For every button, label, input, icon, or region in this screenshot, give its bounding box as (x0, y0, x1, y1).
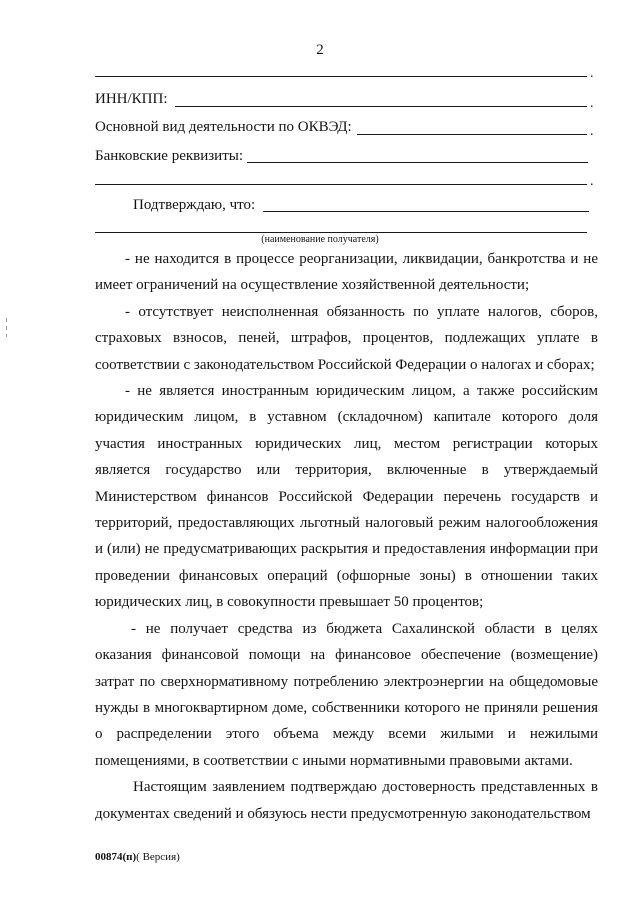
bank-details-label: Банковские реквизиты: (95, 148, 244, 164)
confirm-field-line (263, 211, 589, 212)
recipient-name-line (95, 232, 587, 233)
paragraph-no-reorganization: - не находится в процессе реорганизации, ликвидации, банкротства и не имеет ограничений на осуществление хозяйственной деятельности; (95, 251, 598, 294)
paragraph-no-budget-funds: - не получает средства из бюджета Сахалинской области в целях оказания финансовой помощи на финансовое обеспечение (возмещение) затрат по сверхнормативному потреблению электроэнергии на общедомовые нужды в многоквартирном доме, собственники которого не приняли решения о распределении этого объема между всеми жилыми и нежилыми помещениями, в соответствии с иными нормативными правовыми актами. (95, 620, 598, 769)
okved-field-line (357, 134, 587, 135)
bank-details-field-line (247, 162, 588, 163)
line-end-dot: . (590, 66, 594, 81)
confirm-label: Подтверждаю, что: (133, 197, 256, 213)
document-footer-code (95, 851, 180, 863)
scan-margin-mark (6, 334, 7, 337)
document-version: ( Версия) (136, 851, 180, 863)
declaration-body (95, 246, 598, 827)
inn-kpp-label: ИНН/КПП: (95, 91, 168, 107)
document-code: 00874(п) (95, 851, 137, 863)
page-number: 2 (316, 42, 324, 58)
inn-kpp-field-line (175, 106, 587, 107)
line-end-dot: . (590, 96, 594, 111)
line-end-dot: . (590, 174, 594, 189)
paragraph-statement: Настоящим заявлением подтверждаю достоверность представленных в документах сведений и обязуюсь нести предусмотренную законодательством (95, 779, 598, 822)
paragraph-not-foreign-entity: - не является иностранным юридическим лицом, а также российским юридическим лицом, в уставном (складочном) капитале которого доля участия иностранных юридических лиц, местом регистрации которых является государство или территория, включенные в утверждаемый Министерством финансов Российской Федерации перечень государств и территорий, предоставляющих льготный налоговый режим налогообложения и (или) не предусматривающих раскрытия и предоставления информации при проведении финансовых операций (офшорные зоны) в отношении таких юридических лиц, в совокупности превышает 50 процентов; (95, 383, 598, 611)
recipient-name-caption: (наименование получателя) (261, 234, 379, 245)
okved-label: Основной вид деятельности по ОКВЭД: (95, 119, 352, 135)
paragraph-no-tax-debt: - отсутствует неисполненная обязанность по уплате налогов, сборов, страховых взносов, пеней, штрафов, процентов, подлежащих уплате в соответствии с законодательством Российской Федерации о налогах и сборах; (95, 303, 598, 373)
bank-details-field-line-2 (95, 184, 587, 185)
blank-line-continuation (95, 76, 587, 77)
line-end-dot: . (590, 124, 594, 139)
scan-margin-mark (6, 318, 7, 322)
scan-margin-mark (6, 326, 7, 330)
